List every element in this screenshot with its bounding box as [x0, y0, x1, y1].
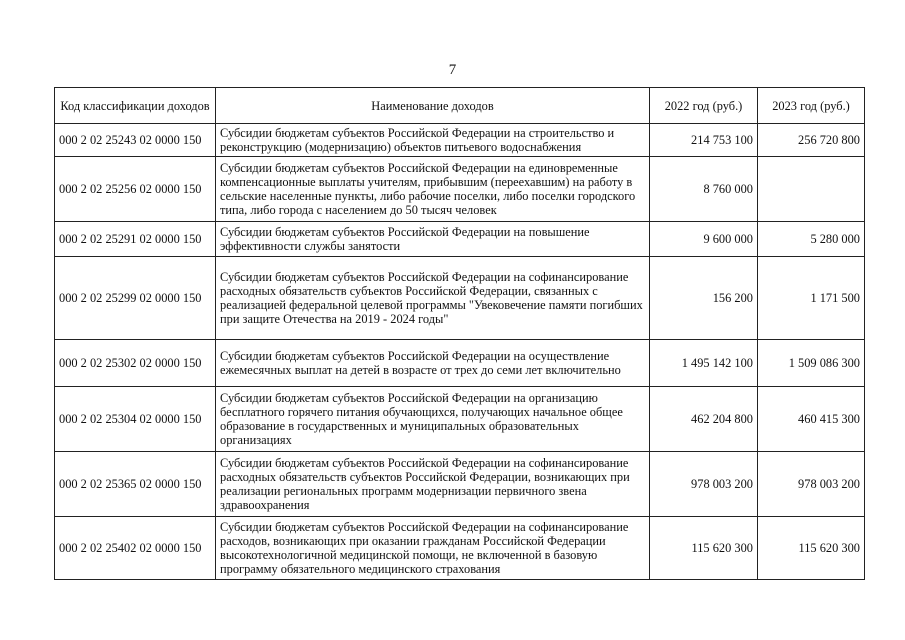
row-name: Субсидии бюджетам субъектов Российской Федерации на повышение эффективности службы занятости	[216, 222, 650, 257]
row-code: 000 2 02 25291 02 0000 150	[55, 222, 216, 257]
table-row	[55, 387, 865, 452]
row-code: 000 2 02 25402 02 0000 150	[55, 517, 216, 580]
row-2022: 978 003 200	[650, 452, 758, 517]
row-name: Субсидии бюджетам субъектов Российской Федерации на софинансирование расходных обязательств субъектов Российской Федерации, возникающих при реализации региональных программ модернизации первичного звена здравоохранения	[216, 452, 650, 517]
row-2023: 5 280 000	[758, 222, 865, 257]
row-name: Субсидии бюджетам субъектов Российской Федерации на строительство и реконструкцию (модернизацию) объектов питьевого водоснабжения	[216, 124, 650, 157]
row-2022: 8 760 000	[650, 157, 758, 222]
row-2022: 214 753 100	[650, 124, 758, 157]
table-row	[55, 257, 865, 340]
row-name: Субсидии бюджетам субъектов Российской Федерации на единовременные компенсационные выплаты учителям, прибывшим (переехавшим) на работу в сельские населенные пункты, либо рабочие поселки, либо поселки городского типа, либо города с населением до 50 тысяч человек	[216, 157, 650, 222]
table-row	[55, 517, 865, 580]
row-2023: 1 171 500	[758, 257, 865, 340]
row-code: 000 2 02 25243 02 0000 150	[55, 124, 216, 157]
row-2023: 115 620 300	[758, 517, 865, 580]
row-2022: 462 204 800	[650, 387, 758, 452]
row-2022: 156 200	[650, 257, 758, 340]
row-name: Субсидии бюджетам субъектов Российской Федерации на осуществление ежемесячных выплат на детей в возрасте от трех до семи лет включительно	[216, 340, 650, 387]
header-2022: 2022 год (руб.)	[650, 88, 758, 124]
row-code: 000 2 02 25365 02 0000 150	[55, 452, 216, 517]
income-table	[54, 87, 865, 580]
page-number: 7	[448, 62, 457, 78]
row-2023: 460 415 300	[758, 387, 865, 452]
row-2023: 256 720 800	[758, 124, 865, 157]
table-row	[55, 222, 865, 257]
row-2022: 9 600 000	[650, 222, 758, 257]
table-row	[55, 157, 865, 222]
row-2022: 115 620 300	[650, 517, 758, 580]
row-2023: 1 509 086 300	[758, 340, 865, 387]
table-header-row	[55, 88, 865, 124]
header-code: Код классификации доходов	[55, 88, 216, 124]
row-code: 000 2 02 25302 02 0000 150	[55, 340, 216, 387]
row-name: Субсидии бюджетам субъектов Российской Федерации на софинансирование расходных обязательств субъектов Российской Федерации, связанных с реализацией федеральной целевой программы "Увековечение памяти погибших при защите Отечества на 2019 - 2024 годы"	[216, 257, 650, 340]
row-2023: 978 003 200	[758, 452, 865, 517]
row-name: Субсидии бюджетам субъектов Российской Федерации на софинансирование расходов, возникающих при оказании гражданам Российской Федерации высокотехнологичной медицинской помощи, не включенной в базовую программу обязательного медицинского страхования	[216, 517, 650, 580]
table-row	[55, 124, 865, 157]
row-2022: 1 495 142 100	[650, 340, 758, 387]
row-2023	[758, 157, 865, 222]
row-code: 000 2 02 25299 02 0000 150	[55, 257, 216, 340]
header-2023: 2023 год (руб.)	[758, 88, 865, 124]
table-row	[55, 452, 865, 517]
row-code: 000 2 02 25304 02 0000 150	[55, 387, 216, 452]
header-name: Наименование доходов	[216, 88, 650, 124]
row-name: Субсидии бюджетам субъектов Российской Федерации на организацию бесплатного горячего питания обучающихся, получающих начальное общее образование в государственных и муниципальных образовательных организациях	[216, 387, 650, 452]
table-row	[55, 340, 865, 387]
row-code: 000 2 02 25256 02 0000 150	[55, 157, 216, 222]
